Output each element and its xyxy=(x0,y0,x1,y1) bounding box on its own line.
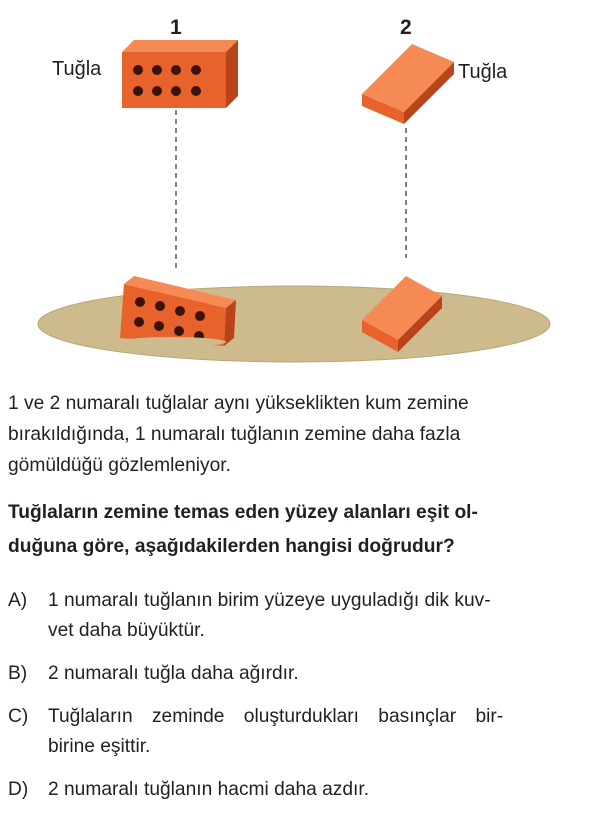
question-line: duğuna göre, aşağıdakilerden hangisi doğrudur? xyxy=(8,536,455,557)
brick-1-top xyxy=(122,40,238,108)
option-letter: D) xyxy=(8,779,29,800)
option-text xyxy=(48,659,586,689)
question-text xyxy=(8,496,586,564)
option-letter: A) xyxy=(8,590,28,611)
option-c[interactable] xyxy=(8,702,586,762)
option-letter: C) xyxy=(8,706,29,727)
question-stem xyxy=(8,388,586,481)
stem-line: gömüldüğü gözlemleniyor. xyxy=(8,455,231,476)
stem-line: bırakıldığında, 1 numaralı tuğlanın zemine daha fazla xyxy=(8,424,461,445)
brick-figure xyxy=(0,0,597,370)
stem-line: 1 ve 2 numaralı tuğlalar aynı yükseklikten kum zemine xyxy=(8,393,469,414)
label-2: 2 xyxy=(400,16,412,39)
option-line: vet daha büyüktür. xyxy=(48,620,205,641)
answer-options xyxy=(8,586,586,818)
option-line: 2 numaralı tuğlanın hacmi daha azdır. xyxy=(48,779,370,800)
option-letter: B) xyxy=(8,663,28,684)
brick-2-top xyxy=(362,44,454,124)
option-text xyxy=(48,586,586,646)
option-text xyxy=(48,702,586,762)
question-line: Tuğlaların zemine temas eden yüzey alanları eşit ol- xyxy=(8,502,478,523)
option-line: 1 numaralı tuğlanın birim yüzeye uyguladığı dik kuv- xyxy=(48,590,491,611)
option-line: Tuğlaların zeminde oluşturdukları basınçlar bir- xyxy=(48,706,504,727)
brick-label-right: Tuğla xyxy=(458,61,508,83)
option-text xyxy=(48,775,586,805)
option-b[interactable] xyxy=(8,659,586,689)
label-1: 1 xyxy=(170,16,182,39)
option-line: 2 numaralı tuğla daha ağırdır. xyxy=(48,663,299,684)
option-line: birine eşittir. xyxy=(48,736,151,757)
option-a[interactable] xyxy=(8,586,586,646)
option-d[interactable] xyxy=(8,775,586,805)
sand-ground xyxy=(38,286,550,362)
brick-1-bottom xyxy=(118,276,236,347)
brick-label-left: Tuğla xyxy=(52,58,102,80)
